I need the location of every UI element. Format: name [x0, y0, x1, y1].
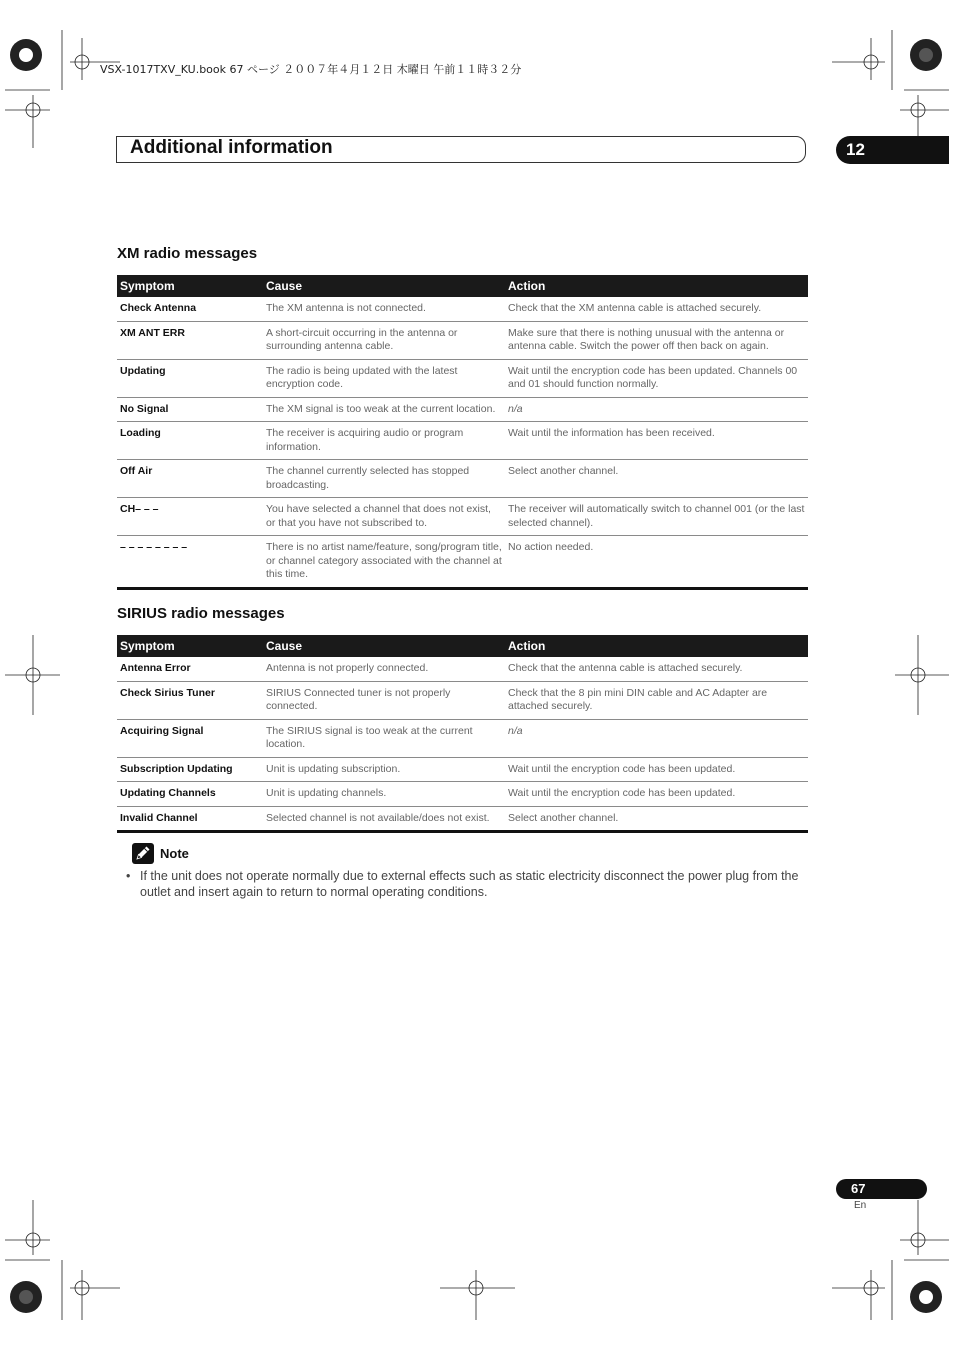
action-cell: Wait until the encryption code has been updated. Channels 00 and 01 should function normally.: [505, 359, 808, 397]
action-cell: Check that the XM antenna cable is attached securely.: [505, 297, 808, 321]
cause-cell: You have selected a channel that does not exist, or that you have not subscribed to.: [263, 498, 505, 536]
cause-cell: The XM signal is too weak at the current location.: [263, 397, 505, 422]
symptom-cell: Invalid Channel: [117, 806, 263, 832]
symptom-cell: Off Air: [117, 460, 263, 498]
table-row: [117, 498, 808, 536]
cause-cell: SIRIUS Connected tuner is not properly connected.: [263, 681, 505, 719]
sirius-messages-table: [117, 635, 808, 833]
note-bullet-item: [126, 868, 806, 900]
column-header-symptom: Symptom: [117, 275, 263, 297]
table-header-row: [117, 275, 808, 297]
action-cell: Wait until the encryption code has been updated.: [505, 782, 808, 807]
table-row: [117, 297, 808, 321]
table-row: [117, 757, 808, 782]
symptom-cell: Acquiring Signal: [117, 719, 263, 757]
symptom-cell: XM ANT ERR: [117, 321, 263, 359]
column-header-action: Action: [505, 275, 808, 297]
symptom-cell: Loading: [117, 422, 263, 460]
cause-cell: The receiver is acquiring audio or program information.: [263, 422, 505, 460]
file-info-line: VSX-1017TXV_KU.book 67 ページ ２００７年４月１２日 木曜日 午前１１時３２分: [100, 63, 522, 76]
action-cell: Select another channel.: [505, 460, 808, 498]
column-header-symptom: Symptom: [117, 635, 263, 657]
action-cell: Wait until the encryption code has been updated.: [505, 757, 808, 782]
cause-cell: Unit is updating subscription.: [263, 757, 505, 782]
action-cell: Check that the antenna cable is attached securely.: [505, 657, 808, 681]
sirius-section-title: SIRIUS radio messages: [117, 605, 285, 622]
action-cell: Select another channel.: [505, 806, 808, 832]
table-row: [117, 657, 808, 681]
note-text: If the unit does not operate normally due to external effects such as static electricity disconnect the power plug from the outlet and insert again to return to normal operating conditions.: [140, 869, 799, 899]
table-row: [117, 782, 808, 807]
table-row: [117, 719, 808, 757]
xm-section-title: XM radio messages: [117, 245, 258, 262]
chapter-title: Additional information: [130, 137, 333, 158]
action-cell: The receiver will automatically switch to channel 001 (or the last selected channel).: [505, 498, 808, 536]
table-row: [117, 536, 808, 589]
page-number-tab: 67: [836, 1179, 927, 1199]
table-row: [117, 422, 808, 460]
table-row: [117, 321, 808, 359]
symptom-cell: Updating Channels: [117, 782, 263, 807]
table-row: [117, 806, 808, 832]
action-cell: Check that the 8 pin mini DIN cable and AC Adapter are attached securely.: [505, 681, 808, 719]
cause-cell: The radio is being updated with the latest encryption code.: [263, 359, 505, 397]
cause-cell: The channel currently selected has stopped broadcasting.: [263, 460, 505, 498]
symptom-cell: Check Antenna: [117, 297, 263, 321]
column-header-cause: Cause: [263, 635, 505, 657]
xm-messages-table: [117, 275, 808, 590]
note-label: Note: [160, 846, 189, 861]
table-header-row: [117, 635, 808, 657]
table-row: [117, 460, 808, 498]
pencil-note-icon: [132, 843, 154, 864]
bullet-mark: •: [126, 869, 131, 883]
symptom-cell: Updating: [117, 359, 263, 397]
action-cell: No action needed.: [505, 536, 808, 589]
cause-cell: Antenna is not properly connected.: [263, 657, 505, 681]
symptom-cell: – – – – – – – –: [117, 536, 263, 589]
cause-cell: The XM antenna is not connected.: [263, 297, 505, 321]
table-row: [117, 359, 808, 397]
symptom-cell: No Signal: [117, 397, 263, 422]
action-cell: n/a: [505, 719, 808, 757]
symptom-cell: Subscription Updating: [117, 757, 263, 782]
symptom-cell: CH– – –: [117, 498, 263, 536]
page-language: En: [854, 1200, 867, 1211]
cause-cell: Selected channel is not available/does not exist.: [263, 806, 505, 832]
column-header-action: Action: [505, 635, 808, 657]
action-cell: Wait until the information has been received.: [505, 422, 808, 460]
table-row: [117, 397, 808, 422]
cause-cell: Unit is updating channels.: [263, 782, 505, 807]
cause-cell: The SIRIUS signal is too weak at the current location.: [263, 719, 505, 757]
chapter-number-tab: 12: [836, 136, 949, 164]
cause-cell: There is no artist name/feature, song/program title, or channel category associated with the channel at this time.: [263, 536, 505, 589]
action-cell: Make sure that there is nothing unusual with the antenna or antenna cable. Switch the power off then back on again.: [505, 321, 808, 359]
column-header-cause: Cause: [263, 275, 505, 297]
symptom-cell: Check Sirius Tuner: [117, 681, 263, 719]
cause-cell: A short-circuit occurring in the antenna or surrounding antenna cable.: [263, 321, 505, 359]
table-row: [117, 681, 808, 719]
symptom-cell: Antenna Error: [117, 657, 263, 681]
action-cell: n/a: [505, 397, 808, 422]
